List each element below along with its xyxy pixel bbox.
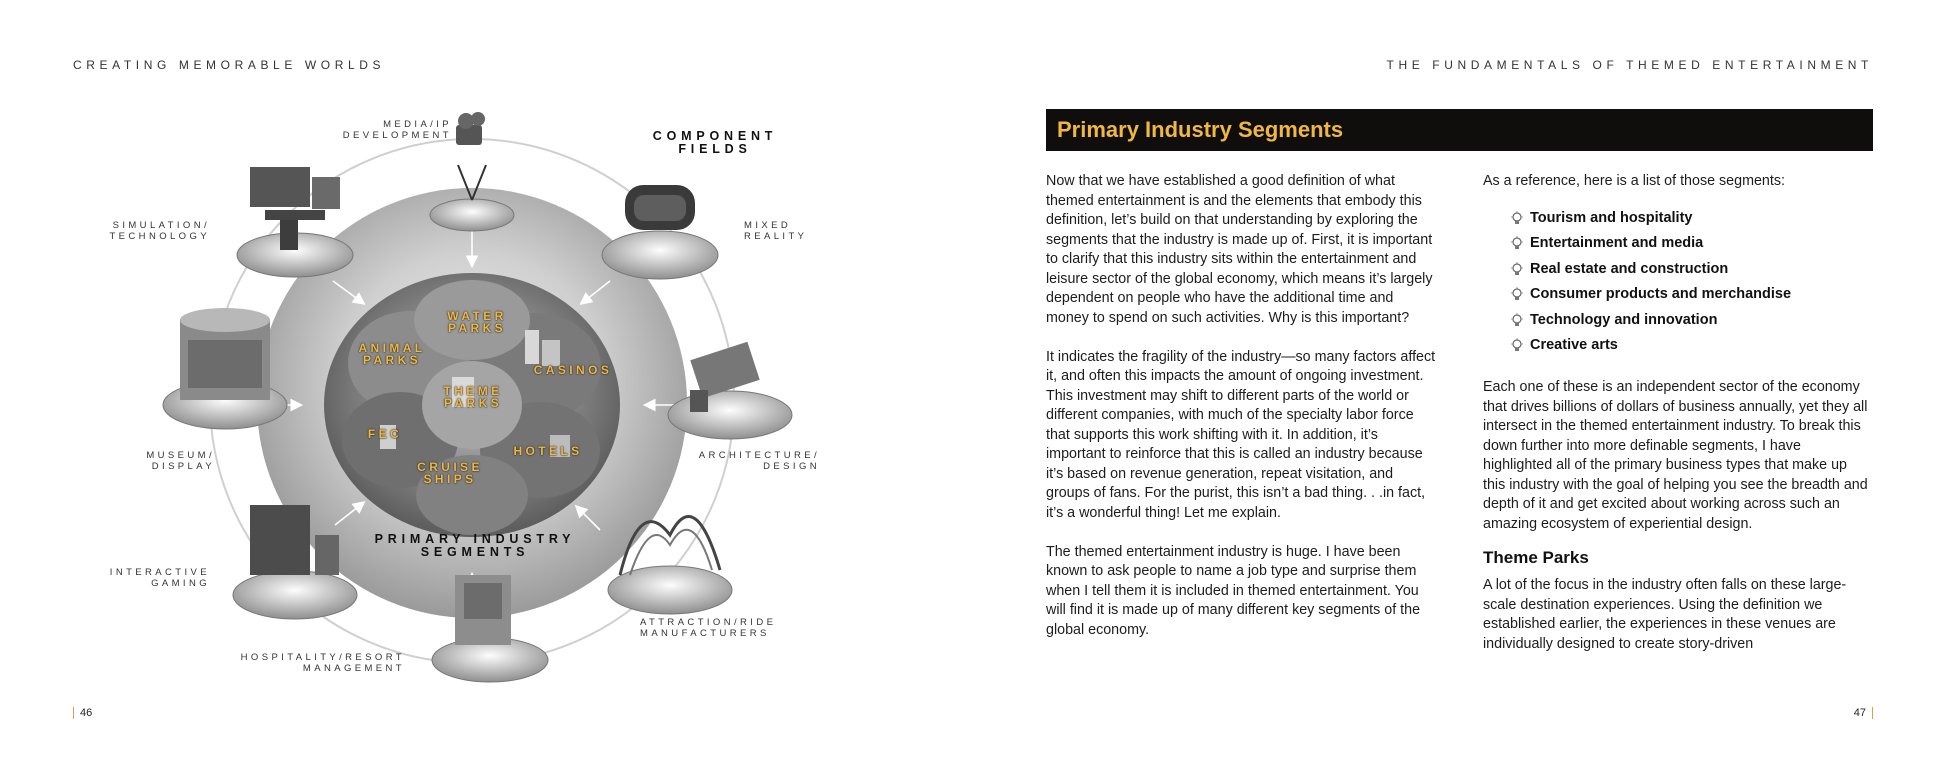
segment-fec: FEC [367, 427, 403, 441]
segment-theme-parks: THEME PARKS [443, 384, 503, 410]
paragraph: Now that we have established a good definition of what themed entertainment is and the elements that embody this definition, let’s build on that understanding by exploring the segments that the industry is made up of. First, it is important to clarify that this industry sits within the entertainment and leisure sector of the global economy, which means it’s largely dependent on people who have the additional time and money to spend on such activities. Why is this important? [1046, 173, 1433, 326]
field-mixed-reality: MIXED REALITY [744, 220, 808, 242]
lightbulb-icon [1510, 338, 1524, 354]
field-attraction: ATTRACTION/RIDE MANUFACTURERS [640, 617, 777, 639]
field-gaming: INTERACTIVE GAMING [109, 567, 210, 589]
segment-hotels: HOTELS [513, 444, 583, 458]
segment-water-parks: WATER PARKS [447, 309, 507, 335]
list-item [1510, 308, 1873, 334]
section-header-bar [1046, 109, 1873, 151]
paragraph: As a reference, here is a list of those segments: [1483, 173, 1785, 189]
paragraph: A lot of the focus in the industry often falls on these large-scale destination experiences. Using the definition we established earlier, the experiences in these venues are individually designed to create story-driven [1483, 577, 1847, 652]
segment-animal-parks: ANIMAL PARKS [358, 341, 426, 367]
text-column-left [1046, 172, 1439, 660]
running-head-left: CREATING MEMORABLE WORLDS [73, 58, 386, 72]
field-simulation: SIMULATION/ TECHNOLOGY [109, 220, 210, 242]
list-item [1510, 282, 1873, 308]
pedestal-museum [163, 308, 287, 429]
list-item-label: Real estate and construction [1530, 260, 1729, 277]
segment-casinos: CASINOS [533, 363, 613, 377]
lightbulb-icon [1510, 211, 1524, 227]
segment-cruise-ships: CRUISE SHIPS [417, 460, 483, 486]
list-item-label: Tourism and hospitality [1530, 209, 1693, 226]
pedestal-mixed-reality [602, 185, 718, 279]
list-item-label: Consumer products and merchandise [1530, 286, 1792, 303]
right-page [973, 0, 1946, 771]
field-architecture: ARCHITECTURE/ DESIGN [698, 450, 820, 472]
segments-list [1483, 206, 1873, 360]
section-title: Primary Industry Segments [1057, 117, 1344, 142]
lightbulb-icon [1510, 262, 1524, 278]
component-fields-diagram [80, 105, 880, 695]
field-hospitality: HOSPITALITY/RESORT MANAGEMENT [240, 652, 405, 674]
page-number-right: 47 [1854, 707, 1873, 719]
paragraph: Each one of these is an independent sector of the economy that drives billions of dollars of business annually, yet they all intersect in the themed entertainment industry. To break this down further into more definable segments, I have highlighted all of the primary business types that make up this industry with the goal of helping you see the breadth and depth of it and get excited about working across such an amazing ecosystem of experiential design. [1483, 379, 1868, 532]
list-item [1510, 257, 1873, 283]
list-item [1510, 231, 1873, 257]
page-number-left: 46 [73, 707, 92, 719]
list-item [1510, 333, 1873, 359]
pedestal-simulation [237, 167, 353, 277]
paragraph: It indicates the fragility of the industry—so many factors affect it, and often this impacts the amount of ongoing investment. This investment may shift to different parts of the world or different companies, with much of the specialty labor force that supports this work shifting with it. In addition, it’s important to reinforce that this is called an industry because it’s based on revenue generation, repeat visitation, and groups of fans. For the purist, this isn’t a bad thing. . .in fact, it’s a wonderful thing! Let me explain. [1046, 348, 1436, 521]
lightbulb-icon [1510, 236, 1524, 252]
field-museum: MUSEUM/ DISPLAY [146, 450, 215, 472]
list-item-label: Creative arts [1530, 337, 1618, 354]
lightbulb-icon [1510, 313, 1524, 329]
lightbulb-icon [1510, 287, 1524, 303]
subheading-theme-parks: Theme Parks [1483, 548, 1589, 568]
list-item-label: Technology and innovation [1530, 311, 1718, 328]
primary-segments-title: PRIMARY INDUSTRY SEGMENTS [374, 532, 576, 559]
list-item [1510, 206, 1873, 232]
component-fields-title: COMPONENT FIELDS [652, 129, 778, 156]
running-head-right: THE FUNDAMENTALS OF THEMED ENTERTAINMENT [1386, 58, 1873, 72]
text-column-right [1483, 172, 1873, 674]
field-media: MEDIA/IP DEVELOPMENT [342, 119, 452, 141]
list-item-label: Entertainment and media [1530, 235, 1704, 252]
paragraph: The themed entertainment industry is huge. I have been known to ask people to name a job type and surprise them when I tell them it is included in themed entertainment. You will find it is made up of many different key segments of the global economy. [1046, 543, 1421, 638]
